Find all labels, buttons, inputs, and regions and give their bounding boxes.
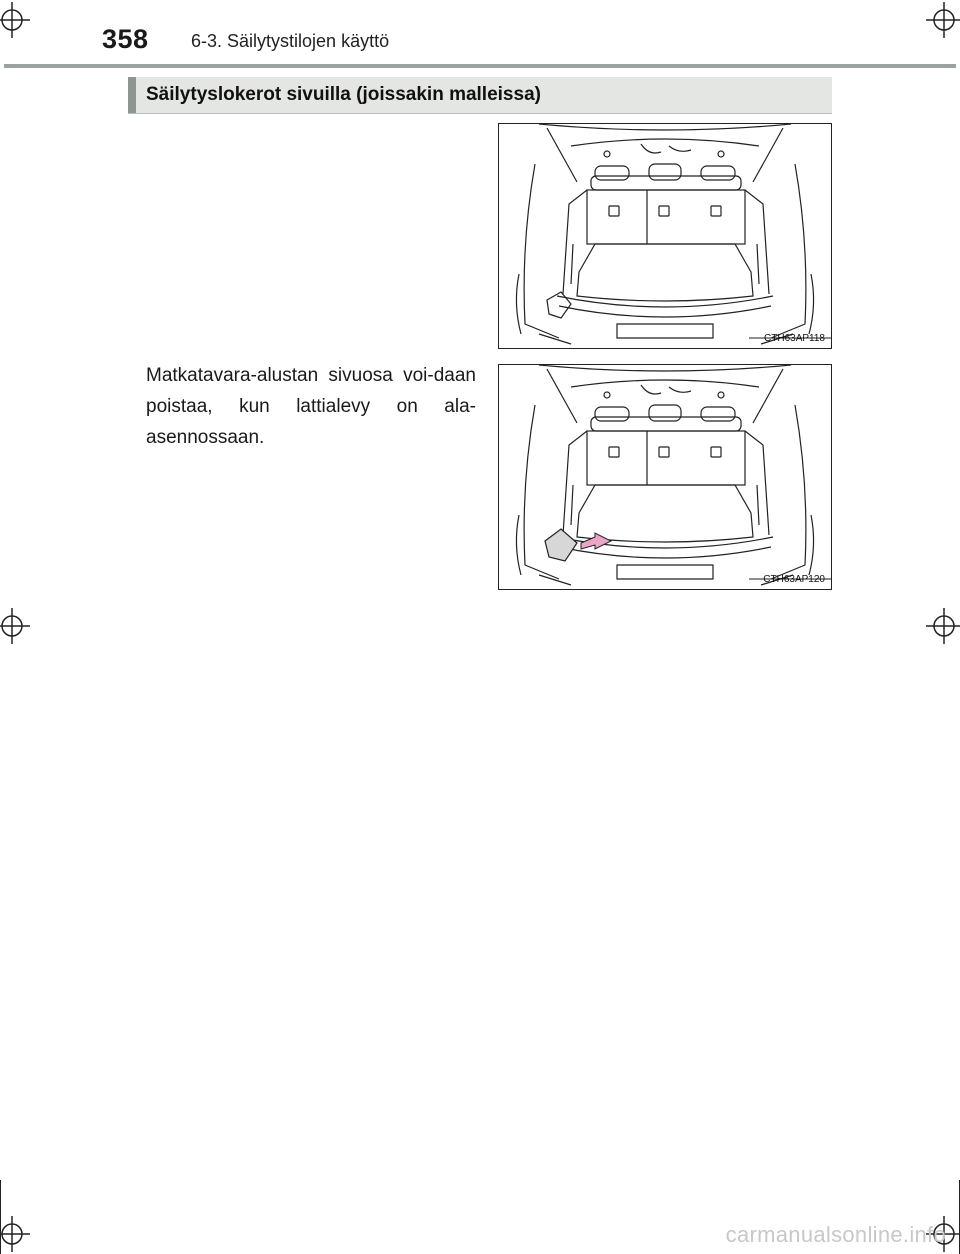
section-rule xyxy=(128,113,832,114)
trim-line xyxy=(0,1180,1,1254)
header-rule xyxy=(4,64,956,68)
section-accent xyxy=(128,77,136,113)
registration-mark-icon xyxy=(926,2,960,38)
trunk-illustration-arrow xyxy=(499,365,831,589)
registration-mark-icon xyxy=(0,608,30,644)
figure-trunk-side-box-removed xyxy=(498,364,832,590)
watermark: carmanualsonline.info xyxy=(725,1222,946,1247)
figure-code: CTH63AP120 xyxy=(763,574,825,585)
chapter-title: 6-3. Säilytystilojen käyttö xyxy=(191,31,390,51)
page-number: 358 xyxy=(102,24,149,54)
figure-trunk-closed xyxy=(498,123,832,349)
body-paragraph: Matkatavara-alustan sivuosa voi-daan poistaa, kun lattialevy on ala-asennossaan. xyxy=(146,365,476,448)
section-heading xyxy=(128,77,832,113)
trunk-illustration xyxy=(499,124,831,348)
figure-code: CTH63AP118 xyxy=(764,333,825,344)
registration-mark-icon xyxy=(926,608,960,644)
registration-mark-icon xyxy=(0,2,30,38)
section-title: Säilytyslokerot sivuilla (joissakin malleissa) xyxy=(146,84,541,105)
direction-arrow xyxy=(581,533,611,549)
registration-mark-icon xyxy=(0,1216,30,1252)
